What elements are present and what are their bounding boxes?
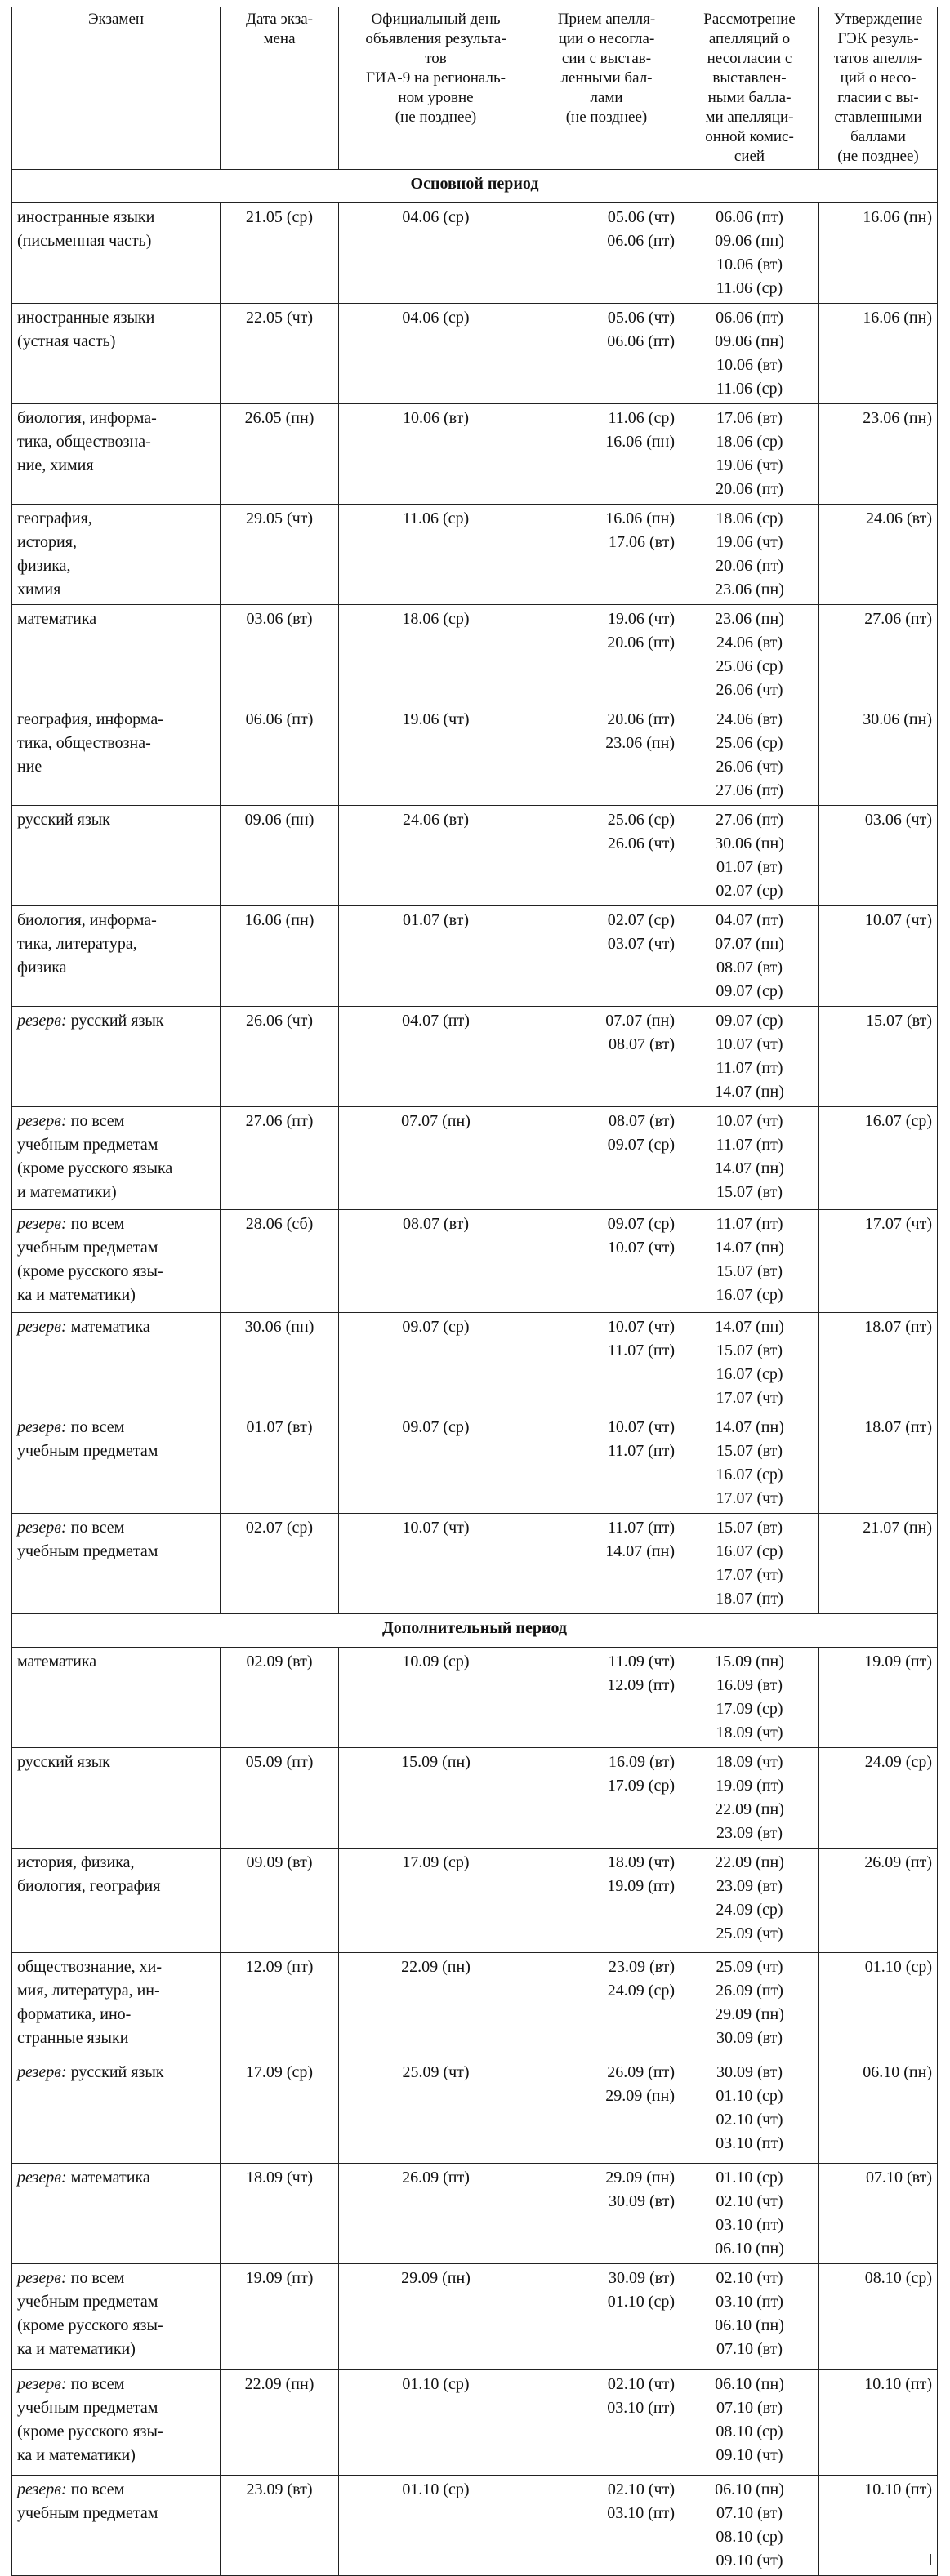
reserve-label: резерв:	[17, 1318, 67, 1336]
results-date: 09.07 (ср)	[339, 1413, 533, 1514]
appeal-dates: 25.06 (ср) 26.06 (чт)	[533, 806, 680, 906]
table-row	[12, 1413, 938, 1514]
approval-date: 24.09 (ср)	[819, 1748, 938, 1849]
page-edge-mark	[930, 2554, 931, 2565]
table-row	[12, 1648, 938, 1748]
exam-date: 26.06 (чт)	[221, 1007, 339, 1107]
exam-cell	[12, 1849, 221, 1953]
results-date: 29.09 (пн)	[339, 2264, 533, 2370]
exam-cell	[12, 806, 221, 906]
approval-date: 07.10 (вт)	[819, 2164, 938, 2264]
exam-date: 06.06 (пт)	[221, 705, 339, 806]
exam-name: по всем учебным предметам (кроме русского языка и математики)	[17, 1112, 173, 1201]
exam-name: по всем учебным предметам (кроме русского язы- ка и математики)	[17, 1215, 163, 1304]
table-row	[12, 2164, 938, 2264]
review-dates: 06.06 (пт) 09.06 (пн) 10.06 (вт) 11.06 (ср)	[680, 304, 819, 404]
reserve-label: резерв:	[17, 1012, 67, 1030]
section-title: Дополнительный период	[12, 1614, 938, 1648]
exam-cell	[12, 203, 221, 304]
exam-cell	[12, 1413, 221, 1514]
appeal-dates: 10.07 (чт) 11.07 (пт)	[533, 1413, 680, 1514]
results-date: 22.09 (пн)	[339, 1953, 533, 2058]
approval-date: 08.10 (ср)	[819, 2264, 938, 2370]
results-date: 11.06 (ср)	[339, 505, 533, 605]
exam-name: русский язык	[70, 2063, 164, 2081]
table-row	[12, 1107, 938, 1210]
exam-name: биология, информа- тика, литература, физика	[17, 911, 157, 977]
exam-name: русский язык	[70, 1012, 164, 1030]
results-date: 15.09 (пн)	[339, 1748, 533, 1849]
approval-date: 10.10 (пт)	[819, 2370, 938, 2476]
approval-date: 30.06 (пн)	[819, 705, 938, 806]
table-row	[12, 605, 938, 705]
table-row	[12, 1849, 938, 1953]
appeal-dates: 05.06 (чт) 06.06 (пт)	[533, 304, 680, 404]
appeal-dates: 26.09 (пт) 29.09 (пн)	[533, 2058, 680, 2164]
results-date: 04.06 (ср)	[339, 203, 533, 304]
exam-date: 29.05 (чт)	[221, 505, 339, 605]
table-row	[12, 2476, 938, 2576]
results-date: 26.09 (пт)	[339, 2164, 533, 2264]
exam-date: 30.06 (пн)	[221, 1313, 339, 1413]
exam-name: по всем учебным предметам	[17, 1519, 158, 1560]
review-dates: 06.10 (пн) 07.10 (вт) 08.10 (ср) 09.10 (чт)	[680, 2476, 819, 2576]
header-gek-approval: Утверждение ГЭК резуль- татов апелля- ций о несо- гласии с вы- ставленными баллами (не позднее)	[819, 7, 938, 170]
results-date: 09.07 (ср)	[339, 1313, 533, 1413]
appeal-dates: 05.06 (чт) 06.06 (пт)	[533, 203, 680, 304]
exam-cell	[12, 404, 221, 505]
results-date: 01.07 (вт)	[339, 906, 533, 1007]
appeal-dates: 11.07 (пт) 14.07 (пн)	[533, 1514, 680, 1614]
approval-date: 23.06 (пн)	[819, 404, 938, 505]
exam-cell	[12, 2476, 221, 2576]
appeal-dates: 07.07 (пн) 08.07 (вт)	[533, 1007, 680, 1107]
review-dates: 18.06 (ср) 19.06 (чт) 20.06 (пт) 23.06 (пн)	[680, 505, 819, 605]
exam-date: 17.09 (ср)	[221, 2058, 339, 2164]
appeal-dates: 29.09 (пн) 30.09 (вт)	[533, 2164, 680, 2264]
exam-date: 18.09 (чт)	[221, 2164, 339, 2264]
exam-name: иностранные языки (письменная часть)	[17, 208, 155, 250]
review-dates: 15.07 (вт) 16.07 (ср) 17.07 (чт) 18.07 (пт)	[680, 1514, 819, 1614]
review-dates: 24.06 (вт) 25.06 (ср) 26.06 (чт) 27.06 (пт)	[680, 705, 819, 806]
exam-date: 12.09 (пт)	[221, 1953, 339, 2058]
reserve-label: резерв:	[17, 1418, 67, 1436]
exam-name: по всем учебным предметам	[17, 1418, 158, 1460]
approval-date: 06.10 (пн)	[819, 2058, 938, 2164]
review-dates: 18.09 (чт) 19.09 (пт) 22.09 (пн) 23.09 (вт)	[680, 1748, 819, 1849]
table-row	[12, 2264, 938, 2370]
review-dates: 14.07 (пн) 15.07 (вт) 16.07 (ср) 17.07 (чт)	[680, 1413, 819, 1514]
exam-date: 16.06 (пн)	[221, 906, 339, 1007]
appeal-dates: 09.07 (ср) 10.07 (чт)	[533, 1210, 680, 1313]
exam-name: по всем учебным предметам	[17, 2480, 158, 2522]
exam-cell	[12, 1748, 221, 1849]
appeal-dates: 11.09 (чт) 12.09 (пт)	[533, 1648, 680, 1748]
appeal-dates: 10.07 (чт) 11.07 (пт)	[533, 1313, 680, 1413]
exam-cell	[12, 2370, 221, 2476]
appeal-dates: 30.09 (вт) 01.10 (ср)	[533, 2264, 680, 2370]
exam-date: 09.09 (вт)	[221, 1849, 339, 1953]
approval-date: 27.06 (пт)	[819, 605, 938, 705]
exam-cell	[12, 304, 221, 404]
exam-date: 03.06 (вт)	[221, 605, 339, 705]
results-date: 08.07 (вт)	[339, 1210, 533, 1313]
table-row	[12, 1953, 938, 2058]
approval-date: 18.07 (пт)	[819, 1413, 938, 1514]
results-date: 19.06 (чт)	[339, 705, 533, 806]
results-date: 01.10 (ср)	[339, 2476, 533, 2576]
table-header	[12, 7, 938, 170]
results-date: 25.09 (чт)	[339, 2058, 533, 2164]
appeal-dates: 02.10 (чт) 03.10 (пт)	[533, 2370, 680, 2476]
approval-date: 26.09 (пт)	[819, 1849, 938, 1953]
approval-date: 19.09 (пт)	[819, 1648, 938, 1748]
reserve-label: резерв:	[17, 2269, 67, 2287]
exam-name: математика	[17, 1653, 97, 1671]
exam-date: 23.09 (вт)	[221, 2476, 339, 2576]
header-row	[12, 7, 938, 170]
exam-date: 27.06 (пт)	[221, 1107, 339, 1210]
approval-date: 21.07 (пн)	[819, 1514, 938, 1614]
table-row	[12, 2058, 938, 2164]
table-row	[12, 304, 938, 404]
appeal-dates: 19.06 (чт) 20.06 (пт)	[533, 605, 680, 705]
review-dates: 04.07 (пт) 07.07 (пн) 08.07 (вт) 09.07 (ср)	[680, 906, 819, 1007]
review-dates: 27.06 (пт) 30.06 (пн) 01.07 (вт) 02.07 (ср)	[680, 806, 819, 906]
exam-cell	[12, 2164, 221, 2264]
exam-name: биология, информа- тика, обществозна- ние, химия	[17, 409, 157, 474]
results-date: 07.07 (пн)	[339, 1107, 533, 1210]
exam-cell	[12, 1107, 221, 1210]
exam-name: иностранные языки (устная часть)	[17, 309, 155, 350]
review-dates: 10.07 (чт) 11.07 (пт) 14.07 (пн) 15.07 (вт)	[680, 1107, 819, 1210]
exam-date: 28.06 (сб)	[221, 1210, 339, 1313]
exam-date: 22.09 (пн)	[221, 2370, 339, 2476]
approval-date: 10.07 (чт)	[819, 906, 938, 1007]
exam-cell	[12, 1953, 221, 2058]
exam-name: по всем учебным предметам (кроме русского язы- ка и математики)	[17, 2269, 163, 2358]
table-row	[12, 505, 938, 605]
results-date: 18.06 (ср)	[339, 605, 533, 705]
table-body	[12, 170, 938, 2576]
appeal-dates: 16.06 (пн) 17.06 (вт)	[533, 505, 680, 605]
results-date: 04.07 (пт)	[339, 1007, 533, 1107]
exam-cell	[12, 1007, 221, 1107]
approval-date: 15.07 (вт)	[819, 1007, 938, 1107]
review-dates: 02.10 (чт) 03.10 (пт) 06.10 (пн) 07.10 (вт)	[680, 2264, 819, 2370]
appeal-dates: 16.09 (вт) 17.09 (ср)	[533, 1748, 680, 1849]
approval-date: 18.07 (пт)	[819, 1313, 938, 1413]
appeal-dates: 18.09 (чт) 19.09 (пт)	[533, 1849, 680, 1953]
exam-date: 22.05 (чт)	[221, 304, 339, 404]
review-dates: 17.06 (вт) 18.06 (ср) 19.06 (чт) 20.06 (пт)	[680, 404, 819, 505]
review-dates: 14.07 (пн) 15.07 (вт) 16.07 (ср) 17.07 (чт)	[680, 1313, 819, 1413]
table-row	[12, 1748, 938, 1849]
exam-name: математика	[70, 2169, 150, 2187]
section-title: Основной период	[12, 170, 938, 203]
exam-cell	[12, 2264, 221, 2370]
results-date: 24.06 (вт)	[339, 806, 533, 906]
results-date: 10.07 (чт)	[339, 1514, 533, 1614]
review-dates: 01.10 (ср) 02.10 (чт) 03.10 (пт) 06.10 (пн)	[680, 2164, 819, 2264]
exam-name: русский язык	[17, 1753, 110, 1771]
results-date: 10.09 (ср)	[339, 1648, 533, 1748]
reserve-label: резерв:	[17, 2480, 67, 2498]
header-results-day: Официальный день объявления результа- тов ГИА-9 на региональ- ном уровне (не позднее)	[339, 7, 533, 170]
review-dates: 15.09 (пн) 16.09 (вт) 17.09 (ср) 18.09 (чт)	[680, 1648, 819, 1748]
approval-date: 10.10 (пт)	[819, 2476, 938, 2576]
exam-date: 19.09 (пт)	[221, 2264, 339, 2370]
exam-cell	[12, 605, 221, 705]
appeal-dates: 23.09 (вт) 24.09 (ср)	[533, 1953, 680, 2058]
table-row	[12, 2370, 938, 2476]
header-exam: Экзамен	[12, 7, 221, 170]
results-date: 01.10 (ср)	[339, 2370, 533, 2476]
table-row	[12, 806, 938, 906]
exam-name: география, история, физика, химия	[17, 509, 92, 598]
reserve-label: резерв:	[17, 1519, 67, 1537]
exam-date: 02.07 (ср)	[221, 1514, 339, 1614]
table-row	[12, 1514, 938, 1614]
approval-date: 01.10 (ср)	[819, 1953, 938, 2058]
exam-cell	[12, 1313, 221, 1413]
exam-date: 21.05 (ср)	[221, 203, 339, 304]
exam-cell	[12, 2058, 221, 2164]
table-row	[12, 705, 938, 806]
exam-cell	[12, 1210, 221, 1313]
approval-date: 24.06 (вт)	[819, 505, 938, 605]
appeal-dates: 20.06 (пт) 23.06 (пн)	[533, 705, 680, 806]
reserve-label: резерв:	[17, 1215, 67, 1233]
appeal-dates: 11.06 (ср) 16.06 (пн)	[533, 404, 680, 505]
approval-date: 03.06 (чт)	[819, 806, 938, 906]
exam-name: математика	[17, 610, 97, 628]
approval-date: 16.06 (пн)	[819, 304, 938, 404]
exam-name: русский язык	[17, 811, 110, 829]
reserve-label: резерв:	[17, 2375, 67, 2393]
review-dates: 09.07 (ср) 10.07 (чт) 11.07 (пт) 14.07 (пн)	[680, 1007, 819, 1107]
approval-date: 16.06 (пн)	[819, 203, 938, 304]
approval-date: 17.07 (чт)	[819, 1210, 938, 1313]
exam-date: 01.07 (вт)	[221, 1413, 339, 1514]
results-date: 10.06 (вт)	[339, 404, 533, 505]
exam-schedule-table	[11, 7, 938, 2576]
review-dates: 25.09 (чт) 26.09 (пт) 29.09 (пн) 30.09 (вт)	[680, 1953, 819, 2058]
exam-cell	[12, 505, 221, 605]
results-date: 17.09 (ср)	[339, 1849, 533, 1953]
appeal-dates: 02.07 (ср) 03.07 (чт)	[533, 906, 680, 1007]
reserve-label: резерв:	[17, 1112, 67, 1130]
exam-cell	[12, 906, 221, 1007]
appeal-dates: 08.07 (вт) 09.07 (ср)	[533, 1107, 680, 1210]
section-row	[12, 170, 938, 203]
exam-date: 02.09 (вт)	[221, 1648, 339, 1748]
exam-cell	[12, 705, 221, 806]
reserve-label: резерв:	[17, 2169, 67, 2187]
approval-date: 16.07 (ср)	[819, 1107, 938, 1210]
exam-date: 26.05 (пн)	[221, 404, 339, 505]
header-appeal-acceptance: Прием апелля- ции о несогла- сии с выстав- ленными бал- лами (не позднее)	[533, 7, 680, 170]
exam-cell	[12, 1514, 221, 1614]
table-row	[12, 1313, 938, 1413]
exam-cell	[12, 1648, 221, 1748]
table-row	[12, 1210, 938, 1313]
exam-date: 09.06 (пн)	[221, 806, 339, 906]
review-dates: 30.09 (вт) 01.10 (ср) 02.10 (чт) 03.10 (пт)	[680, 2058, 819, 2164]
section-row	[12, 1614, 938, 1648]
exam-date: 05.09 (пт)	[221, 1748, 339, 1849]
review-dates: 06.06 (пт) 09.06 (пн) 10.06 (вт) 11.06 (ср)	[680, 203, 819, 304]
table-row	[12, 906, 938, 1007]
reserve-label: резерв:	[17, 2063, 67, 2081]
review-dates: 23.06 (пн) 24.06 (вт) 25.06 (ср) 26.06 (чт)	[680, 605, 819, 705]
header-exam-date: Дата экза- мена	[221, 7, 339, 170]
exam-name: математика	[70, 1318, 150, 1336]
review-dates: 22.09 (пн) 23.09 (вт) 24.09 (ср) 25.09 (чт)	[680, 1849, 819, 1953]
header-appeal-review: Рассмотрение апелляций о несогласии с выставлен- ными балла- ми апелляци- онной комис- сией	[680, 7, 819, 170]
exam-name: обществознание, хи- мия, литература, ин- форматика, ино- странные языки	[17, 1958, 163, 2047]
results-date: 04.06 (ср)	[339, 304, 533, 404]
exam-name: география, информа- тика, обществозна- ние	[17, 710, 163, 776]
table-row	[12, 404, 938, 505]
exam-name: история, физика, биология, география	[17, 1853, 161, 1895]
appeal-dates: 02.10 (чт) 03.10 (пт)	[533, 2476, 680, 2576]
review-dates: 11.07 (пт) 14.07 (пн) 15.07 (вт) 16.07 (ср)	[680, 1210, 819, 1313]
table-row	[12, 1007, 938, 1107]
table-row	[12, 203, 938, 304]
review-dates: 06.10 (пн) 07.10 (вт) 08.10 (ср) 09.10 (чт)	[680, 2370, 819, 2476]
exam-name: по всем учебным предметам (кроме русского язы- ка и математики)	[17, 2375, 163, 2464]
